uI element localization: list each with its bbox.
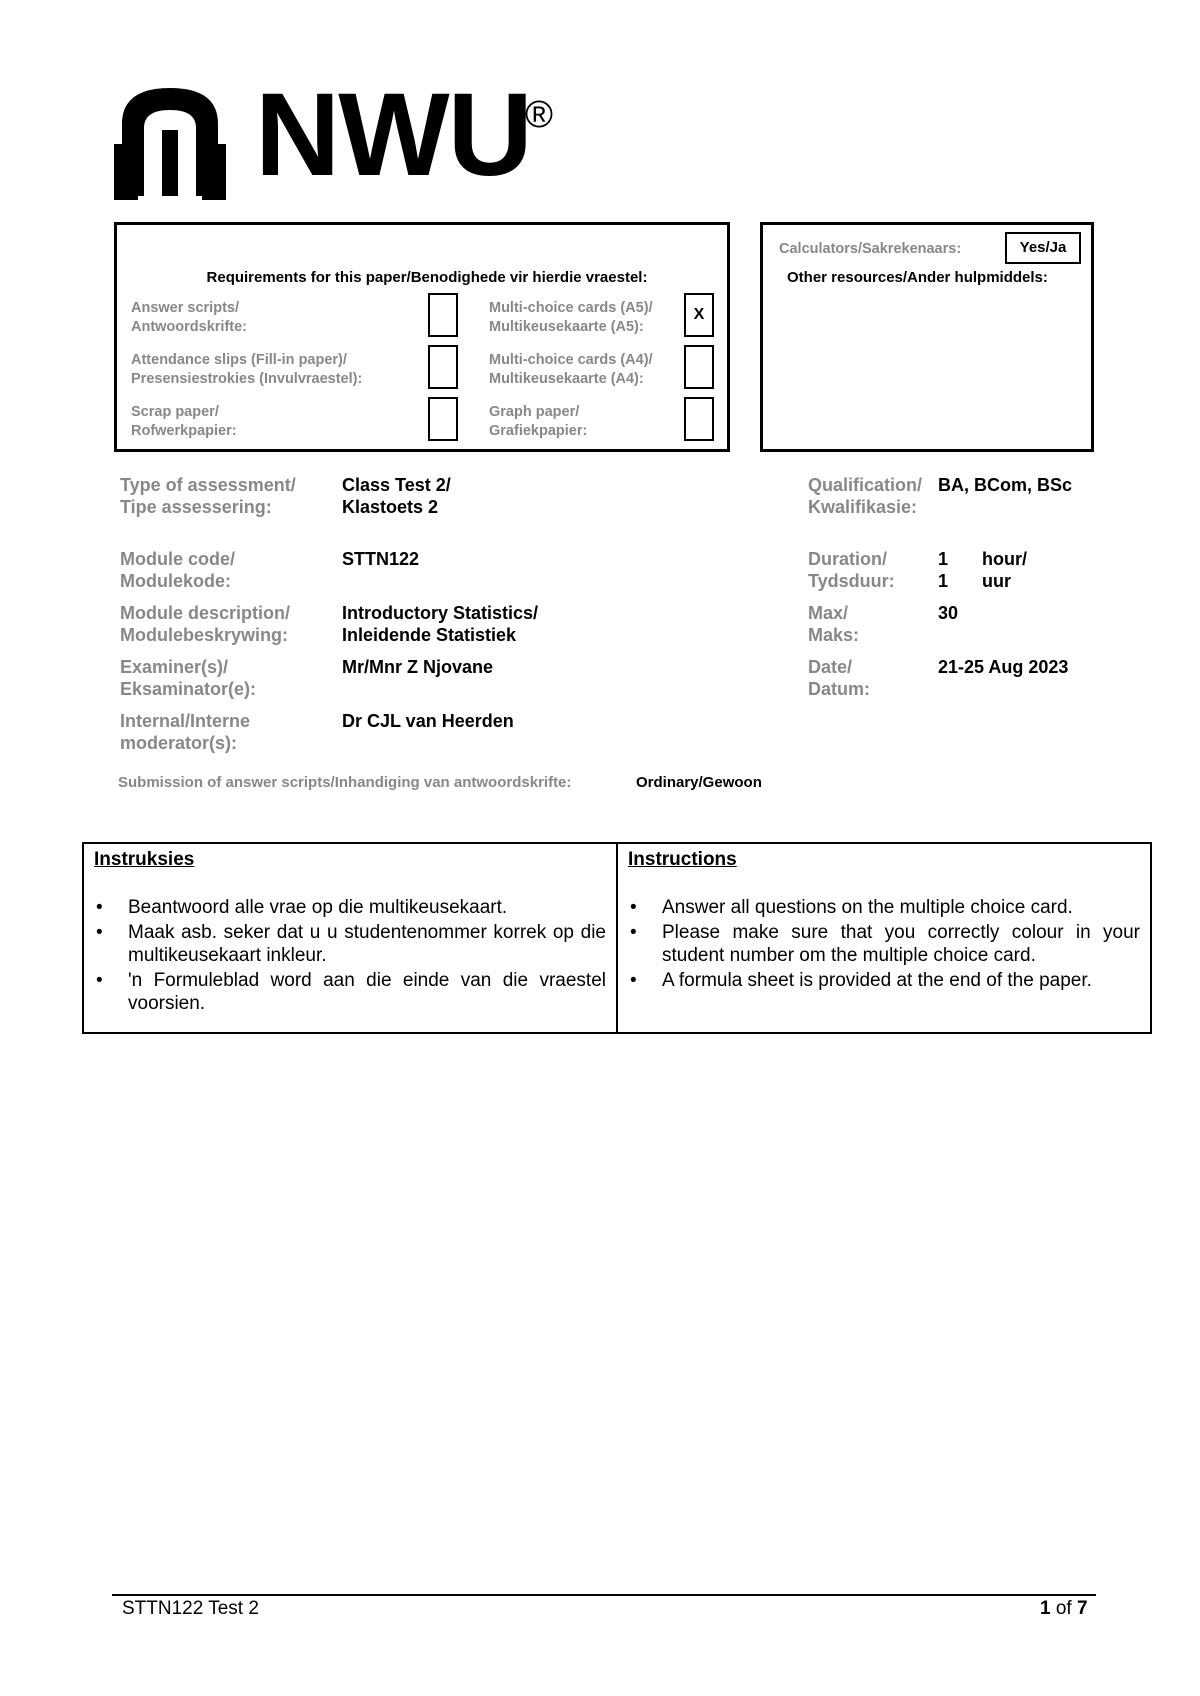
page-current: 1: [1040, 1598, 1051, 1619]
calculators-label: Calculators/Sakrekenaars:: [779, 241, 962, 257]
date-label: Date/ Datum:: [808, 657, 870, 699]
footer-divider: [112, 1594, 1096, 1596]
list-item: • Maak asb. seker dat u u studentenommer korrek op die multikeusekaart inkleur.: [94, 921, 606, 967]
instructions-heading-af: Instruksies: [94, 849, 195, 870]
type-of-assessment-label: Type of assessment/ Tipe assessering:: [120, 475, 296, 517]
req-label: Multi-choice cards (A4)/: [489, 352, 653, 368]
checkbox-scrap-paper[interactable]: [428, 397, 458, 441]
checkbox-mc-cards-a5[interactable]: X: [684, 293, 714, 337]
moderator-value: Dr CJL van Heerden: [342, 711, 514, 731]
module-description-label: Module description/ Modulebeskrywing:: [120, 603, 291, 645]
list-item: • A formula sheet is provided at the end of the paper.: [628, 969, 1140, 992]
req-mc-cards-a4: [489, 351, 653, 389]
req-graph-paper: [489, 403, 587, 441]
submission-label: Submission of answer scripts/Inhandiging van antwoordskrifte:: [118, 774, 572, 791]
req-label: Rofwerkpapier:: [131, 423, 237, 439]
moderator-label: Internal/Interne moderator(s):: [120, 711, 251, 753]
req-scrap-paper: [131, 403, 237, 441]
req-label: Multi-choice cards (A5)/: [489, 300, 653, 316]
list-item: • Answer all questions on the multiple choice card.: [628, 896, 1140, 919]
nwu-emblem-icon: [114, 84, 226, 200]
other-resources-label: Other resources/Ander hulpmiddels:: [787, 269, 1048, 286]
type-of-assessment-value: Class Test 2/ Klastoets 2: [342, 475, 451, 517]
duration-number: 1 1: [938, 549, 949, 591]
page-total: 7: [1077, 1598, 1088, 1619]
requirements-box: [114, 222, 730, 452]
instructions-heading-en: Instructions: [628, 849, 737, 870]
req-label: Attendance slips (Fill-in paper)/: [131, 352, 347, 368]
page-number: [1040, 1598, 1088, 1620]
duration-unit: hour/ uur: [982, 549, 1027, 591]
checkbox-graph-paper[interactable]: [684, 397, 714, 441]
qualification-value: BA, BCom, BSc: [938, 475, 1073, 495]
req-label: Multikeusekaarte (A4):: [489, 371, 644, 387]
req-label: Grafiekpapier:: [489, 423, 588, 439]
max-value: 30: [938, 603, 959, 623]
max-label: Max/ Maks:: [808, 603, 860, 645]
req-mc-cards-a5: [489, 299, 653, 337]
req-label: Multikeusekaarte (A5):: [489, 319, 644, 335]
qualification-label: Qualification/ Kwalifikasie:: [808, 475, 923, 517]
examiner-value: Mr/Mnr Z Njovane: [342, 657, 494, 677]
list-item: • Please make sure that you correctly colour in your student number om the multiple choice card.: [628, 921, 1140, 967]
req-attendance-slips: [131, 351, 362, 389]
req-label: Answer scripts/: [131, 300, 239, 316]
module-description-value: Introductory Statistics/ Inleidende Statistiek: [342, 603, 539, 645]
date-value: 21-25 Aug 2023: [938, 657, 1069, 677]
list-item: • 'n Formuleblad word aan die einde van die vraestel voorsien.: [94, 969, 606, 1015]
resources-box: [760, 222, 1094, 452]
checkbox-mc-cards-a4[interactable]: [684, 345, 714, 389]
logo-wordmark: NWU: [255, 69, 531, 201]
instructions-table: [82, 842, 1152, 1034]
footer-title: STTN122 Test 2: [122, 1598, 259, 1619]
examiner-label: Examiner(s)/ Eksaminator(e):: [120, 657, 257, 699]
list-item: • Beantwoord alle vrae op die multikeusekaart.: [94, 896, 606, 919]
submission-value: Ordinary/Gewoon: [636, 774, 762, 791]
duration-label: Duration/ Tydsduur:: [808, 549, 895, 591]
module-code-value: STTN122: [342, 549, 420, 569]
instructions-english: [618, 844, 1150, 1032]
checkbox-attendance-slips[interactable]: [428, 345, 458, 389]
calculators-value: Yes/Ja: [1005, 232, 1081, 264]
module-code-label: Module code/ Modulekode:: [120, 549, 236, 591]
req-label: Graph paper/: [489, 404, 580, 420]
registered-mark: ®: [525, 94, 553, 136]
instructions-afrikaans: [84, 844, 618, 1032]
page-of: of: [1055, 1598, 1072, 1619]
req-answer-scripts: [131, 299, 247, 337]
requirements-title: Requirements for this paper/Benodighede vir hierdie vraestel:: [206, 269, 648, 286]
req-label: Scrap paper/: [131, 404, 219, 420]
req-label: Antwoordskrifte:: [131, 319, 247, 335]
req-label: Presensiestrokies (Invulvraestel):: [131, 371, 363, 387]
checkbox-answer-scripts[interactable]: [428, 293, 458, 337]
